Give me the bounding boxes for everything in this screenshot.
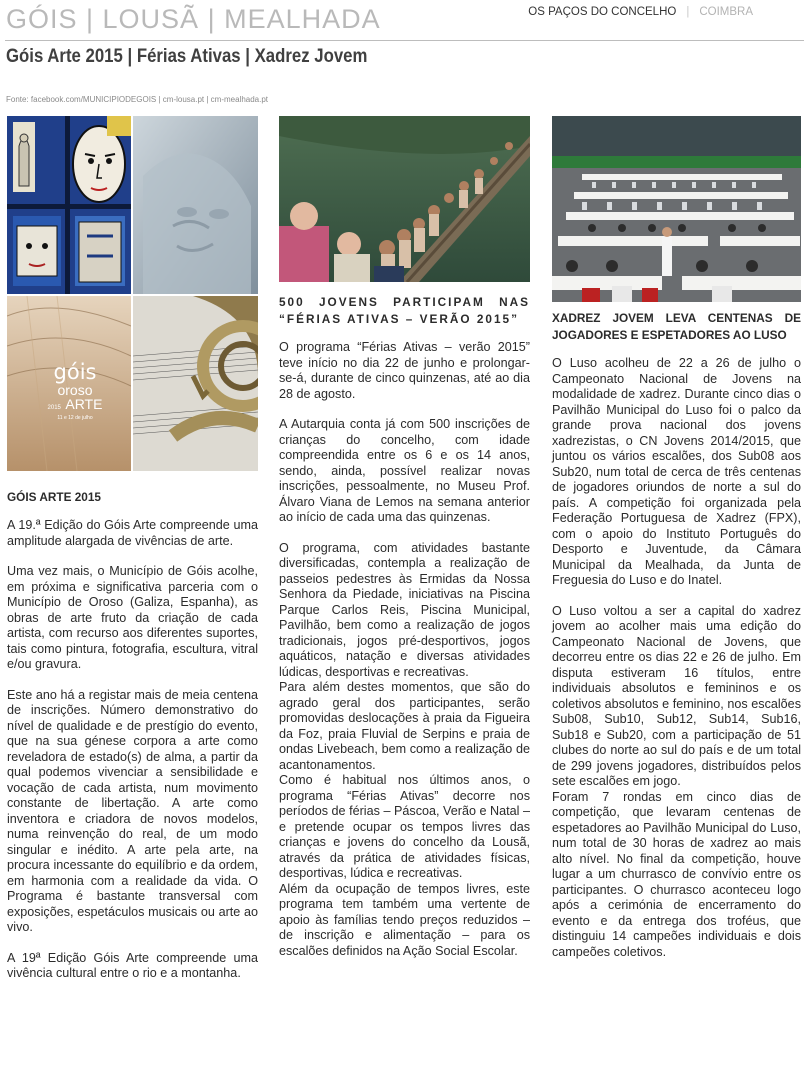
- gois-arte-paragraph-1: A 19.ª Edição do Góis Arte compreende uma amplitude alargada de vivências de arte.: [7, 518, 258, 548]
- ferias-ativas-paragraph-2: A Autarquia conta já com 500 inscrições de crianças do concelho, com idade compreendida entre os 6 e os 14 anos, sendo, ainda, possível realizar novas inscrições, pessoalmente, no Museu Prof. Álvaro Viana de Lemos na semana anterior ao início de cada uma das quinzenas.: [279, 417, 530, 524]
- source-credit: Fonte: facebook.com/MUNICIPIODEGOIS | cm-lousa.pt | cm-mealhada.pt: [6, 95, 269, 104]
- chess-tournament-hall-image: [552, 116, 801, 302]
- trumpet-music-panel: [133, 296, 258, 471]
- gois-arte-paragraph-2: Uma vez mais, o Município de Góis acolhe, em próxima e significativa parceria com o Município de Oroso (Galiza, Espanha), as obras de arte fruto da criação de cada artista, com recurso aos diferentes suportes, tais como pintura, fotografia, escultura, vitral e/ou gravura.: [7, 564, 258, 671]
- ferias-ativas-paragraph-4: Para além destes momentos, que são do agrado geral dos participantes, serão promovidas deslocações à praia da Figueira da Foz, praia Fluvial de Serpins e praia de ondas Livebeach, bem como a realização de acantonamentos.: [279, 680, 530, 772]
- nav-separator: |: [686, 6, 690, 18]
- ferias-ativas-paragraph-6: Além da ocupação de tempos livres, este programa tem também uma vertente de apoio às famílias tendo preços reduzidos – de inscrição e alimentação – para os escalões definidos na Ação Social Escolar.: [279, 881, 530, 958]
- masthead: GÓIS | LOUSÃ | MEALHADA: [6, 4, 381, 34]
- poster-dates: 11 e 12 de julho: [57, 415, 93, 421]
- article-xadrez-jovem: [552, 116, 801, 960]
- gois-arte-paragraph-4: A 19ª Edição Góis Arte compreende uma vivência cultural entre o rio e a montanha.: [7, 950, 258, 980]
- xadrez-paragraph-1: O Luso acolheu de 22 a 26 de julho o Campeonato Nacional de Jovens na modalidade de xadrez. Durante cinco dias o Pavilhão Municipal do Luso foi o palco da grande prova nacional dos jovens xadrezistas, o CN Jovens 2014/2015, que juntou os vários escalões, dos Sub08 aos Sub20, num total de cerca de três centenas de jogadores oriundos de norte a sul do país. A competição foi organizada pela Federação Portuguesa de Xadrez (FPX), com o apoio do Instituto Português do Desporto e Juventude, da Câmara Municipal da Mealhada, da Junta de Freguesia do Luso e do Inatel.: [552, 356, 801, 587]
- xadrez-paragraph-2: O Luso voltou a ser a capital do xadrez jovem ao acolher mais uma edição do Campeonato Nacional de Jovens, que decorreu entre os dias 22 e 26 de julho. Em disputa estiveram 16 títulos, entre individuais absolutos e femininos e os coletivos absolutos e feminino, nos escalões Sub08, Sub10, Sub12, Sub14, Sub16, Sub18 e Sub20, com a participação de 51 clubes do norte ao sul do país e de um total de 299 jovens jogadores, distribuídos pelos sete escalões em jogo.: [552, 603, 801, 788]
- nav-link-pacos-do-concelho[interactable]: OS PAÇOS DO CONCELHO: [528, 6, 677, 18]
- nav-link-coimbra[interactable]: COIMBRA: [699, 6, 753, 18]
- poster-brand: góis: [53, 360, 97, 384]
- gois-arte-collage-image: [7, 116, 258, 471]
- top-navigation: [528, 6, 753, 18]
- ferias-ativas-paragraph-3: O programa, com atividades bastante diversificadas, contempla a realização de passeios pedestres às Ermidas da Nossa Senhora da Piedade, iniciativas na Piscina Parque Carlos Reis, Piscina Municipal, Pavilhão, bem como a realização de jogos tradicionais, jogos pré-desportivos, jogos aquáticos, natação e diversas atividades lúdicas, desportivas e recreativas.: [279, 540, 530, 679]
- stained-glass-panel: [7, 116, 131, 294]
- article-title-ferias-ativas: 500 JOVENS PARTICIPAM NAS “FÉRIAS ATIVAS – VERÃO 2015”: [279, 295, 530, 326]
- article-title-xadrez-jovem: XADREZ JOVEM LEVA CENTENAS DE JOGADORES E ESPETADORES AO LUSO: [552, 311, 801, 342]
- page-title: Góis Arte 2015 | Férias Ativas | Xadrez Jovem: [6, 45, 368, 67]
- children-river-bridge-image: [279, 116, 530, 282]
- poster-sub: oroso: [57, 382, 93, 398]
- sculpture-face-panel: [133, 116, 258, 294]
- gois-arte-paragraph-3: Este ano há a registar mais de meia centena de inscrições. Número demonstrativo do nível de qualidade e de prestígio do evento, que na sua génese corpora a arte como reveladora de estado(s) de alma, a partir da qual podemos vivenciar a sensibilidade e vocação de cada artista, num movimento constante de libertação. A arte como inventora e criadora de novos modelos, numa reinvenção do real, de um modo singular e inédito. A arte pela arte, na procura incessante do equilíbrio e da ordem, em harmonia com a realidade da vida. O Programa é bastante transversal com exposições, espetáculos musicais ou arte ao vivo.: [7, 687, 258, 934]
- header-rule: [5, 40, 804, 41]
- ferias-ativas-paragraph-5: Como é habitual nos últimos anos, o programa “Férias Ativas” decorre nos períodos de férias – Páscoa, Verão e Natal – e pretende ocupar os tempos livres das crianças e jovens do concelho da Lousã, através da prática de atividades físicas, desportivas, lúdica e recreativas.: [279, 773, 530, 880]
- article-ferias-ativas: [279, 116, 530, 959]
- poster-event: ARTE: [65, 396, 103, 412]
- article-gois-arte: [7, 116, 258, 982]
- ferias-ativas-paragraph-1: O programa “Férias Ativas – verão 2015” teve início no dia 22 de junho e prolongar-se-á, durante de cinco quinzenas, até ao dia 28 de agosto.: [279, 340, 530, 401]
- poster-year: 2015: [47, 405, 61, 411]
- gois-oroso-arte-poster: [7, 296, 131, 471]
- article-title-gois-arte: GÓIS ARTE 2015: [7, 490, 101, 504]
- xadrez-paragraph-3: Foram 7 rondas em cinco dias de competição, que levaram centenas de espetadores ao Pavilhão Municipal do Luso, num total de 30 horas de xadrez ao mais alto nível. No final da competição, houve lugar a um churrasco de convívio entre os participantes. O churrasco aconteceu logo após a cerimónia de encerramento do evento e da entrega dos troféus, que distinguiu 14 campeões individuais e dois campeões coletivos.: [552, 789, 801, 959]
